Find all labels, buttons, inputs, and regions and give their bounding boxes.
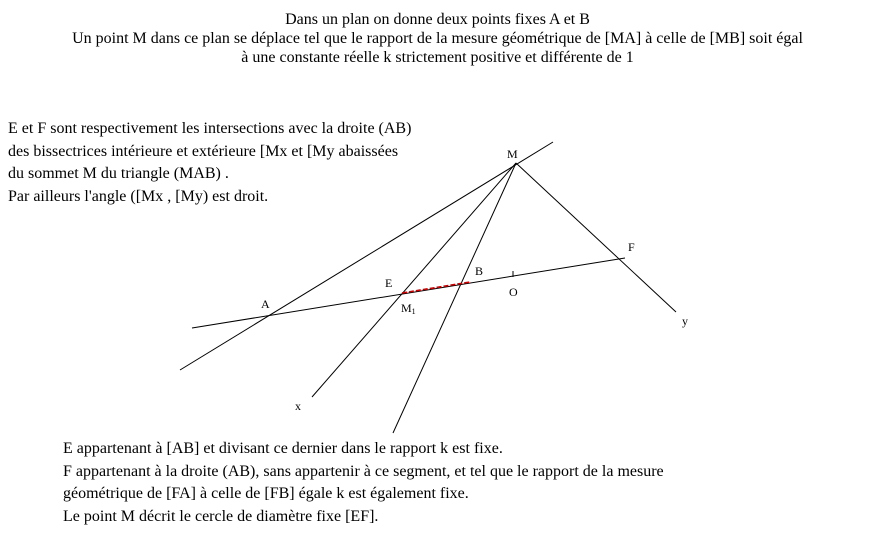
explanation-line: des bissectrices intérieure et extérieure [Mx et [My abaissées [8, 142, 399, 160]
explanation-line: E et F sont respectivement les intersections avec la droite (AB) [8, 120, 412, 137]
explanation-line: Par ailleurs l'angle ([Mx , [My) est droit. [8, 187, 269, 205]
line-MB [393, 163, 516, 433]
label-E: E [385, 276, 393, 290]
header-line: Un point M dans ce plan se déplace tel que le rapport de la mesure géométrique de [MA] à celle de [MB] soit égal [72, 30, 803, 47]
line-AB [192, 258, 625, 328]
bisector-My [516, 163, 676, 312]
label-M: M [507, 147, 518, 161]
label-M1-subscript: 1 [411, 307, 416, 316]
label-M1 [401, 301, 416, 316]
explanation-line: du sommet M du triangle (MAB) . [8, 165, 229, 182]
header-line: Dans un plan on donne deux points fixes A et B [285, 11, 590, 28]
label-F: F [628, 240, 635, 254]
bisector-Mx [312, 163, 516, 397]
conclusion-line: F appartenant à la droite (AB), sans appartenir à ce segment, et tel que le rapport de la mesure [63, 462, 664, 480]
label-x: x [295, 399, 301, 413]
label-y: y [682, 314, 688, 328]
conclusion-text [63, 438, 664, 528]
label-A: A [261, 297, 270, 311]
conclusion-line: E appartenant à [AB] et divisant ce dernier dans le rapport k est fixe. [63, 440, 503, 457]
line-AM [180, 142, 553, 370]
conclusion-line: géométrique de [FA] à celle de [FB] égale k est également fixe. [63, 485, 469, 502]
header-line: à une constante réelle k strictement positive et différente de 1 [241, 49, 634, 66]
conclusion-line: Le point M décrit le cercle de diamètre fixe [EF]. [63, 507, 379, 525]
label-O: O [509, 285, 518, 299]
label-B: B [475, 264, 484, 278]
label-M1-main: M [401, 301, 412, 315]
